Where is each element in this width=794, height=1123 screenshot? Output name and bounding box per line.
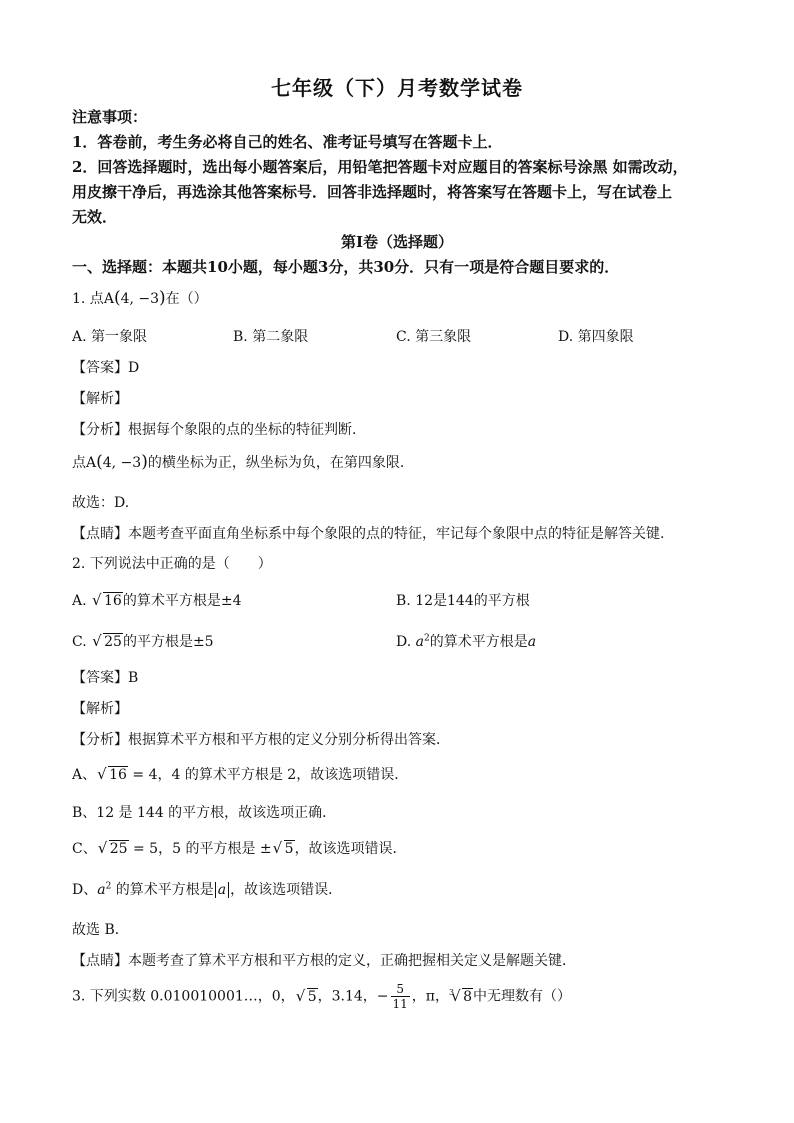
cube-root-symbol <box>452 989 473 1005</box>
q3-frac-num: 5 <box>391 982 410 997</box>
q1-detail-prefix: 点 <box>72 455 86 471</box>
q2-analysis: 【分析】根据算术平方根和平方根的定义分别分析得出答案． <box>72 732 450 748</box>
q2-line-d <box>72 879 342 899</box>
q1-conclusion: 故选：D. <box>72 495 130 511</box>
q3-fraction <box>391 982 410 1011</box>
sqrt-symbol <box>93 634 123 650</box>
notice-item-2-line-1: 2．回答选择题时，选出每小题答案后，用铅笔把答题卡对应题目的答案标号涂黑 如需改动， <box>72 158 688 176</box>
q2-line-d-text1: 的算术平方根是 <box>111 882 214 898</box>
q1-answer: 【答案】D <box>72 360 140 376</box>
q3-prefix: 3. 下列实数 0.010010001…，0， <box>72 988 295 1005</box>
q3-radicand-2: 8 <box>463 988 473 1005</box>
q2-option-d-end: a <box>527 634 537 650</box>
q2-line-a <box>72 764 408 784</box>
q1-comment: 【点睛】本题考查平面直角坐标系中每个象限的点的特征，牢记每个象限中点的特征是解答关键. <box>72 526 665 542</box>
q2-line-c-radicand: 25 <box>109 841 128 857</box>
q2-line-c-eq: = 5 <box>128 841 159 857</box>
q2-line-a-prefix: A、 <box>72 767 97 783</box>
q2-option-d-text: 的算术平方根是 <box>429 634 528 650</box>
q3-radicand-1: 5 <box>307 988 317 1005</box>
q2-line-a-radicand: 16 <box>109 767 127 783</box>
q3-stem <box>72 982 571 1011</box>
q1-analysis-label: 【解析】 <box>72 391 128 407</box>
q3-mid-2: ，π， <box>411 988 449 1005</box>
q1-coords: 4, −3 <box>120 291 160 307</box>
q1-option-a: A. 第一象限 <box>72 329 148 345</box>
q2-line-c-text1: ，5 的平方根是 ± <box>158 841 272 857</box>
q2-line-a-text: ，4 的算术平方根是 2，故该选项错误． <box>157 767 409 783</box>
sqrt-symbol <box>98 767 128 783</box>
q2-option-b: B. 12是144的平方根 <box>396 593 530 609</box>
part1-heading: 一、选择题：本题共10小题，每小题3分，共30分．只有一项是符合题目要求的． <box>72 258 620 276</box>
q1-detail-coords: 4, −3 <box>102 455 142 471</box>
notice-heading: 注意事项： <box>72 108 148 126</box>
q1-suffix: 在（） <box>165 291 208 307</box>
q1-detail-point: A <box>86 455 97 471</box>
q2-option-c-text: 的平方根是±5 <box>122 634 214 650</box>
q2-line-d-abs: a <box>217 882 227 898</box>
q2-option-d-label: D. <box>396 634 412 650</box>
q2-option-a-text: 的算术平方根是±4 <box>122 593 242 609</box>
q2-line-d-var: a <box>97 882 106 898</box>
q2-analysis-label: 【解析】 <box>72 701 128 717</box>
q1-stem: 1. 点A(4, −3)在（） <box>72 288 208 308</box>
section-title: 第Ⅰ卷（选择题） <box>340 233 454 251</box>
q2-answer: 【答案】B <box>72 670 139 686</box>
q1-option-c: C. 第三象限 <box>396 329 472 345</box>
q2-line-c-prefix: C、 <box>72 841 97 857</box>
q3-frac-den: 11 <box>392 997 408 1011</box>
q2-line-d-exp: 2 <box>105 881 112 892</box>
q1-option-b: B. 第二象限 <box>233 329 309 345</box>
q3-cbrt-index: 3 <box>449 987 455 997</box>
notice-item-1: 1．答卷前，考生务必将自己的姓名、准考证号填写在答题卡上． <box>72 133 503 151</box>
sqrt-symbol <box>297 989 318 1005</box>
q3-suffix: 中无理数有（） <box>473 988 572 1005</box>
q1-detail: 点A(4, −3)的横坐标为正，纵坐标为负，在第四象限. <box>72 452 405 472</box>
q2-line-d-text2: ，故该选项错误． <box>230 882 343 898</box>
q2-line-c <box>72 838 407 858</box>
q1-point: A <box>103 291 114 307</box>
q2-stem: 2. 下列说法中正确的是（ ） <box>72 556 272 572</box>
q2-option-a-radicand: 16 <box>104 593 122 609</box>
q2-option-c-radicand: 25 <box>104 634 122 650</box>
q2-line-d-prefix: D、 <box>72 882 98 898</box>
q1-prefix: 1. 点 <box>72 291 104 307</box>
q2-line-a-eq: = 4 <box>127 767 158 783</box>
sqrt-symbol <box>93 593 123 609</box>
q2-conclusion: 故选 B． <box>72 922 129 938</box>
q2-option-d <box>396 631 536 651</box>
q2-line-c-text2: ，故该选项错误． <box>294 841 407 857</box>
notice-item-2-line-2: 用皮擦干净后，再选涂其他答案标号．回答非选择题时，将答案写在答题卡上，写在试卷上 <box>72 183 673 201</box>
notice-item-2-line-3: 无效． <box>72 208 118 226</box>
q3-mid-1: ，3.14，− <box>317 988 389 1005</box>
q2-option-a-label: A. <box>72 593 87 609</box>
q2-option-d-var: a <box>415 634 424 650</box>
q2-option-a <box>72 590 241 610</box>
q2-line-c-radicand-2: 5 <box>284 841 294 857</box>
sqrt-symbol <box>274 841 295 857</box>
q1-option-d: D. 第四象限 <box>558 329 634 345</box>
page-title: 七年级（下）月考数学试卷 <box>271 76 523 100</box>
q2-comment: 【点睛】本题考查了算术平方根和平方根的定义，正确把握相关定义是解题关键． <box>72 953 576 969</box>
q2-option-c-label: C. <box>72 634 87 650</box>
q2-option-c <box>72 631 214 651</box>
q2-line-b: B、12 是 144 的平方根，故该选项正确． <box>72 805 337 821</box>
q1-analysis: 【分析】根据每个象限的点的坐标的特征判断. <box>72 422 357 438</box>
q1-detail-suffix: 的横坐标为正，纵坐标为负，在第四象限. <box>147 455 405 471</box>
sqrt-symbol <box>99 841 129 857</box>
q2-option-d-exp: 2 <box>424 633 430 644</box>
